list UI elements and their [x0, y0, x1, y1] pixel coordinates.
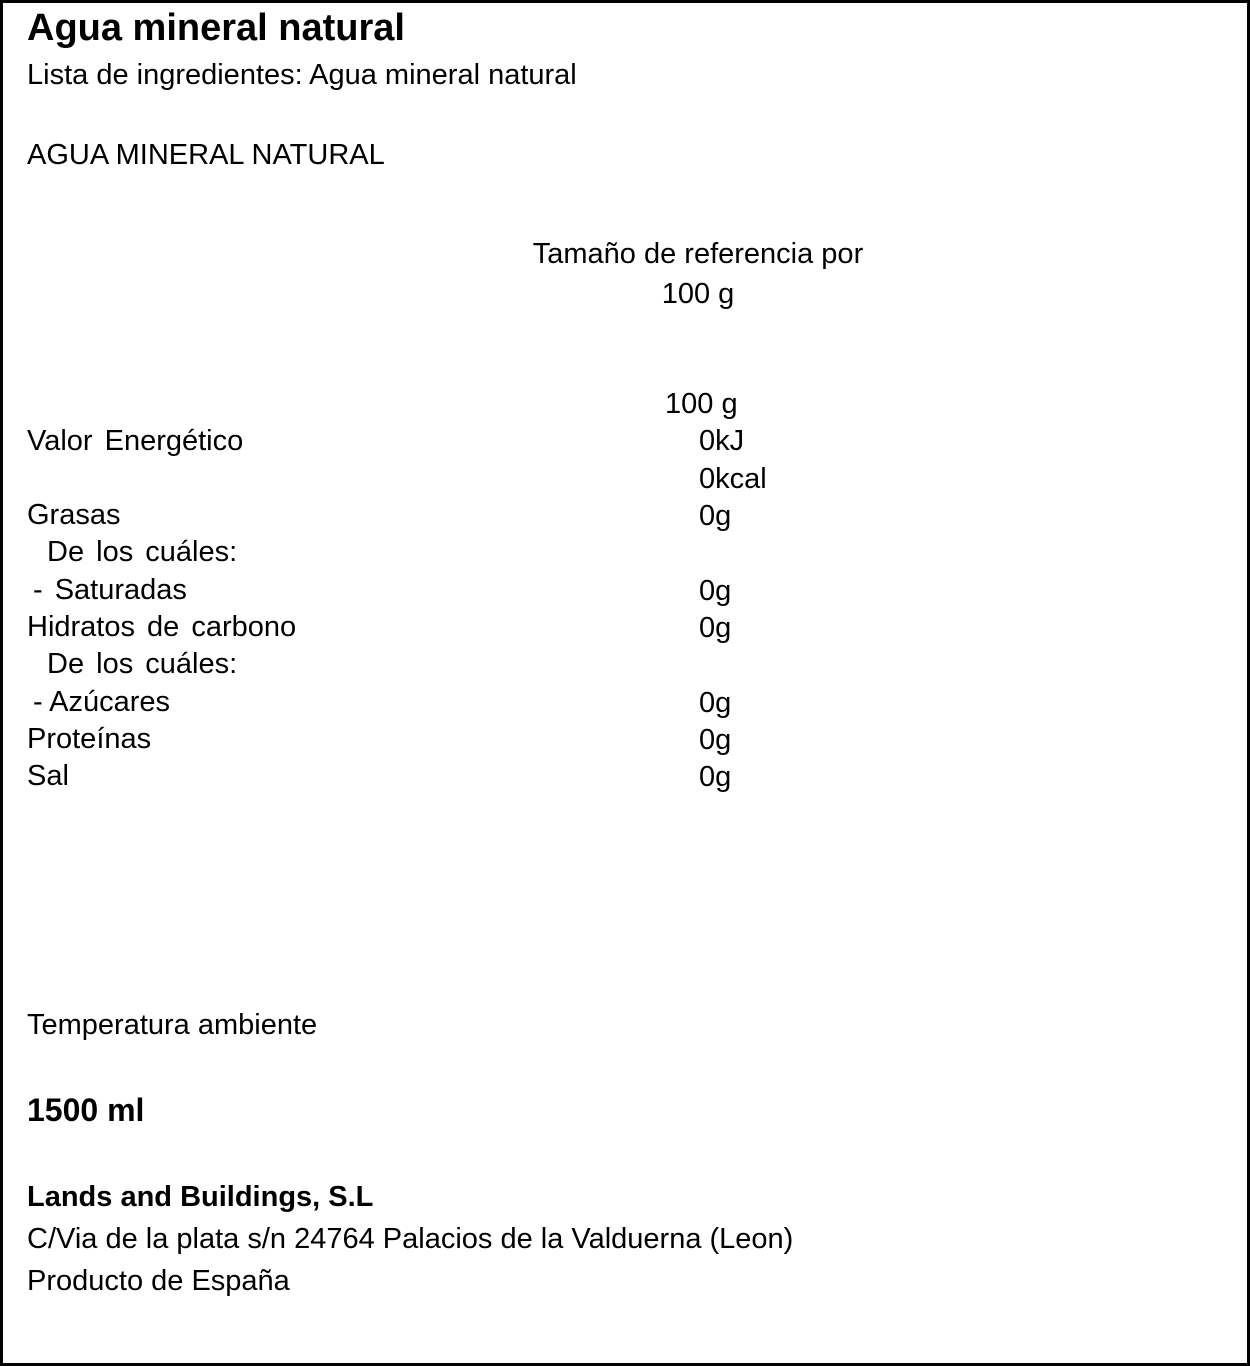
nutrition-row-value-protein: 0g [699, 724, 732, 756]
nutrition-row-label-carbohydrates: Hidratos de carbono [27, 611, 297, 643]
reference-size-line2: 100 g [661, 278, 735, 310]
nutrition-row-value-fat: 0g [699, 500, 732, 532]
nutrition-column-header: 100 g [665, 388, 738, 420]
nutrition-row-label-salt: Sal [27, 760, 69, 792]
nutrition-row-value-sugars: 0g [699, 687, 732, 719]
nutrition-row-label-of-which-carbs: De los cuáles: [47, 648, 238, 680]
nutrition-row-label-energy: Valor Energético [27, 425, 244, 457]
product-title: Agua mineral natural [27, 7, 405, 49]
nutrition-row-value-energy-kj: 0kJ [699, 425, 745, 457]
net-volume: 1500 ml [27, 1092, 145, 1128]
nutrition-row-label-sugars: - Azúcares [33, 686, 170, 718]
storage-conditions: Temperatura ambiente [27, 1009, 318, 1041]
nutrition-row-value-saturated: 0g [699, 575, 732, 607]
company-name: Lands and Buildings, S.L [27, 1181, 374, 1213]
nutrition-row-value-energy-kcal: 0kcal [699, 463, 767, 495]
ingredients-list: Lista de ingredientes: Agua mineral natural [27, 59, 577, 91]
company-address: C/Via de la plata s/n 24764 Palacios de la Valduerna (Leon) [27, 1223, 794, 1255]
product-denomination: AGUA MINERAL NATURAL [27, 139, 385, 171]
nutrition-row-label-fat: Grasas [27, 499, 121, 531]
nutrition-row-value-salt: 0g [699, 761, 732, 793]
nutrition-row-label-protein: Proteínas [27, 723, 152, 755]
nutrition-row-value-carbohydrates: 0g [699, 612, 732, 644]
country-of-origin: Producto de España [27, 1265, 290, 1297]
nutrition-row-label-saturated: - Saturadas [33, 574, 187, 606]
reference-size-line1: Tamaño de referencia por [532, 238, 864, 270]
nutrition-row-label-of-which-fat: De los cuáles: [47, 536, 238, 568]
